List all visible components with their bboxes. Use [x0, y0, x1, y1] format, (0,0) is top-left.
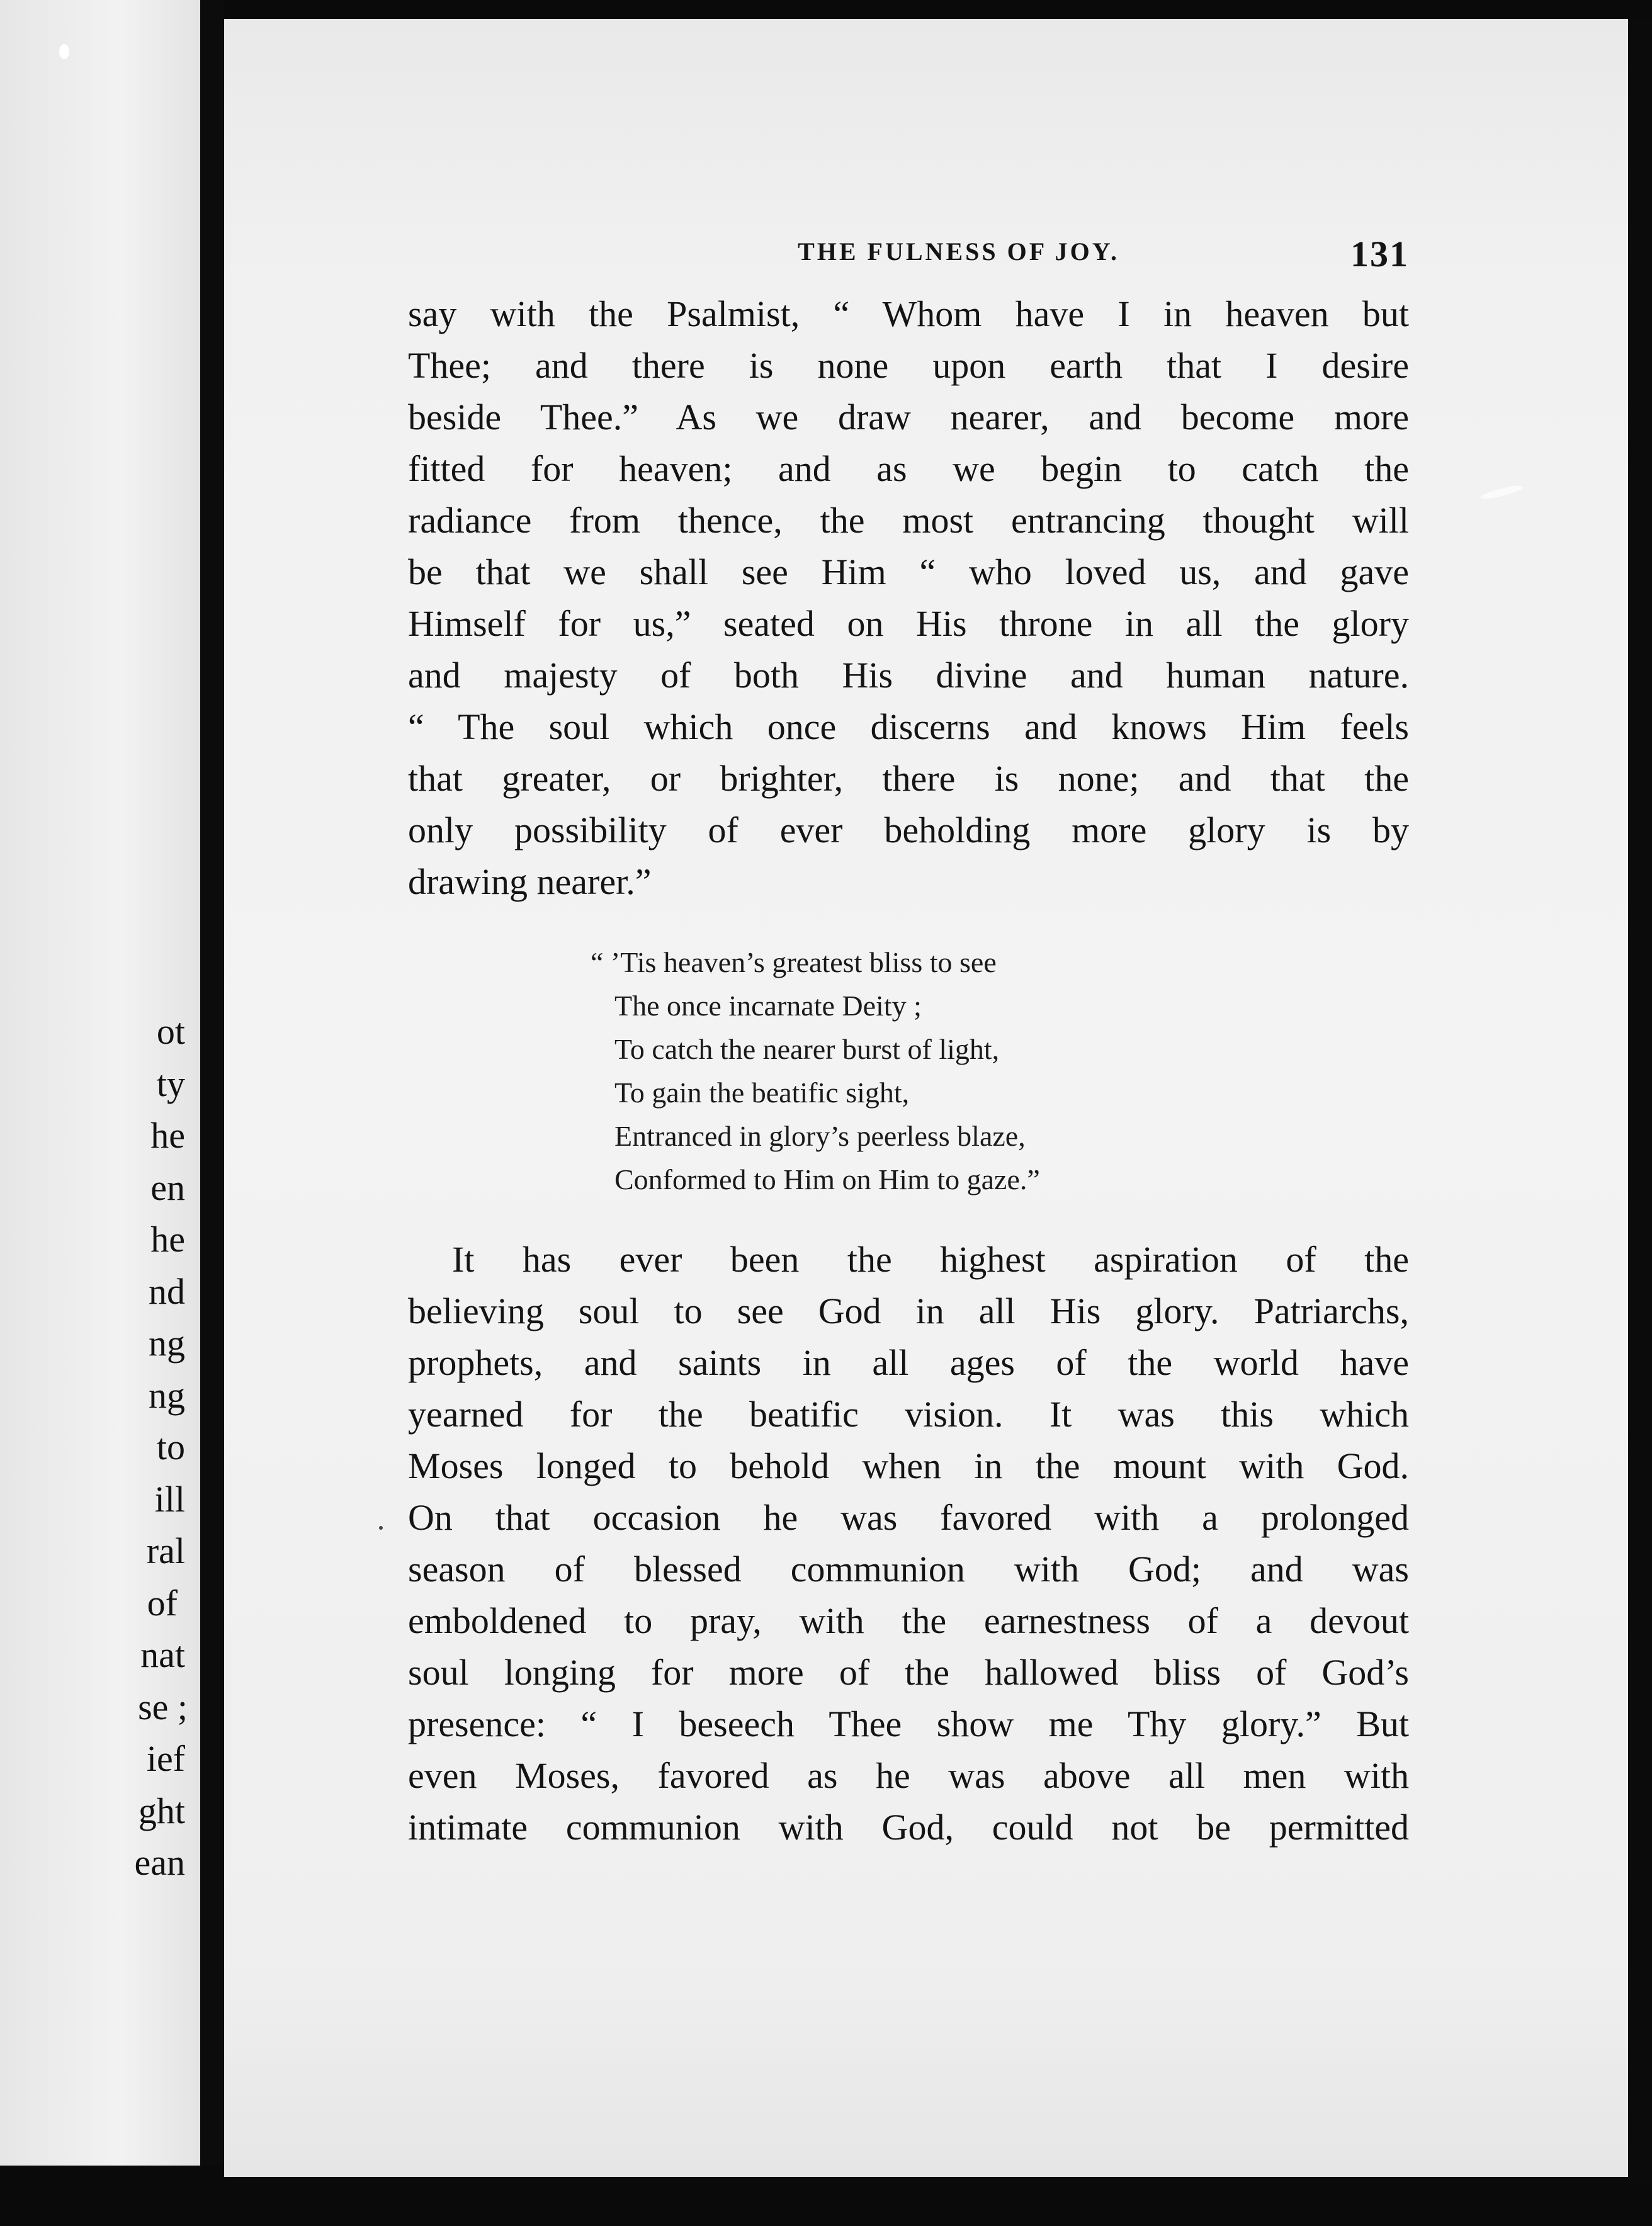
text-line: presence: “ I beseech Thee show me Thy glory.” But	[408, 1703, 1409, 1744]
text-line: prophets, and saints in all ages of the world have	[408, 1342, 1409, 1383]
text-line: It has ever been the highest aspiration of the	[452, 1239, 1409, 1280]
text-line: even Moses, favored as he was above all men with	[408, 1755, 1409, 1796]
left-fragment-line: nat	[140, 1634, 185, 1675]
left-fragment-line: he	[150, 1219, 185, 1260]
text-line: drawing nearer.”	[408, 861, 652, 902]
text-line: beside Thee.” As we draw nearer, and become more	[408, 397, 1409, 438]
poem-line: To catch the nearer burst of light,	[614, 1033, 1000, 1065]
text-line: emboldened to pray, with the earnestness of a devout	[408, 1600, 1409, 1641]
poem-line: Entranced in glory’s peerless blaze,	[614, 1120, 1026, 1152]
text-line: “ The soul which once discerns and knows Him feels	[408, 706, 1409, 747]
poem-line: The once incarnate Deity ;	[614, 990, 922, 1022]
left-fragment-line: to	[156, 1427, 185, 1467]
running-title: THE FULNESS OF JOY.	[798, 237, 1119, 266]
text-line: Thee; and there is none upon earth that I desire	[408, 345, 1409, 386]
text-line: fitted for heaven; and as we begin to catch the	[408, 448, 1409, 489]
left-fragment-line: ean	[134, 1842, 185, 1883]
poem-line: “ ’Tis heaven’s greatest bliss to see	[591, 946, 997, 978]
paragraph-2	[408, 1234, 1409, 1853]
running-header	[408, 233, 1409, 285]
text-line: soul longing for more of the hallowed bliss of God’s	[408, 1652, 1409, 1693]
text-line: only possibility of ever beholding more glory is by	[408, 810, 1409, 850]
poem-line: To gain the beatific sight,	[614, 1076, 910, 1109]
page-number: 131	[1350, 234, 1409, 274]
scan-dust	[379, 1526, 383, 1530]
paragraph-1	[408, 288, 1409, 908]
text-line: Moses longed to behold when in the mount with God.	[408, 1445, 1409, 1486]
left-page-text-fragments	[0, 1006, 189, 1889]
left-fragment-line: ng	[149, 1374, 185, 1416]
left-fragment-line: nd	[149, 1270, 185, 1312]
poem-quotation	[591, 941, 1409, 1201]
left-fragment-line: ty	[156, 1063, 185, 1104]
left-fragment-line: se ;	[138, 1686, 188, 1727]
left-fragment-line: he	[150, 1115, 185, 1156]
left-facing-page	[0, 0, 200, 2166]
text-line: On that occasion he was favored with a prolonged	[408, 1497, 1409, 1538]
left-fragment-line: ot	[156, 1011, 185, 1052]
text-line: be that we shall see Him “ who loved us, and gave	[408, 551, 1409, 592]
left-fragment-line: ill	[154, 1478, 185, 1520]
text-line: Himself for us,” seated on His throne in all the glory	[408, 603, 1409, 644]
page-edge-shadow	[1628, 19, 1652, 2184]
left-fragment-line: of	[147, 1582, 178, 1624]
left-fragment-line: ral	[146, 1530, 185, 1571]
text-line: and majesty of both His divine and human nature.	[408, 655, 1409, 696]
text-line: season of blessed communion with God; and was	[408, 1549, 1409, 1590]
text-line: radiance from thence, the most entrancing thought will	[408, 500, 1409, 541]
text-line: intimate communion with God, could not be permitted	[408, 1807, 1409, 1848]
poem-line: Conformed to Him on Him to gaze.”	[614, 1163, 1040, 1195]
text-line: believing soul to see God in all His glory. Patriarchs,	[408, 1291, 1409, 1331]
left-fragment-line: ief	[146, 1738, 185, 1779]
left-fragment-line: ght	[138, 1790, 185, 1831]
text-line: that greater, or brighter, there is none; and that the	[408, 758, 1409, 799]
text-line: yearned for the beatific vision. It was this which	[408, 1394, 1409, 1435]
page-text-block	[408, 233, 1409, 1853]
scan-speck	[59, 44, 69, 59]
text-line: say with the Psalmist, “ Whom have I in heaven but	[408, 293, 1409, 334]
left-fragment-line: en	[150, 1167, 185, 1208]
book-gutter	[200, 0, 224, 2166]
left-fragment-line: ng	[149, 1323, 185, 1364]
